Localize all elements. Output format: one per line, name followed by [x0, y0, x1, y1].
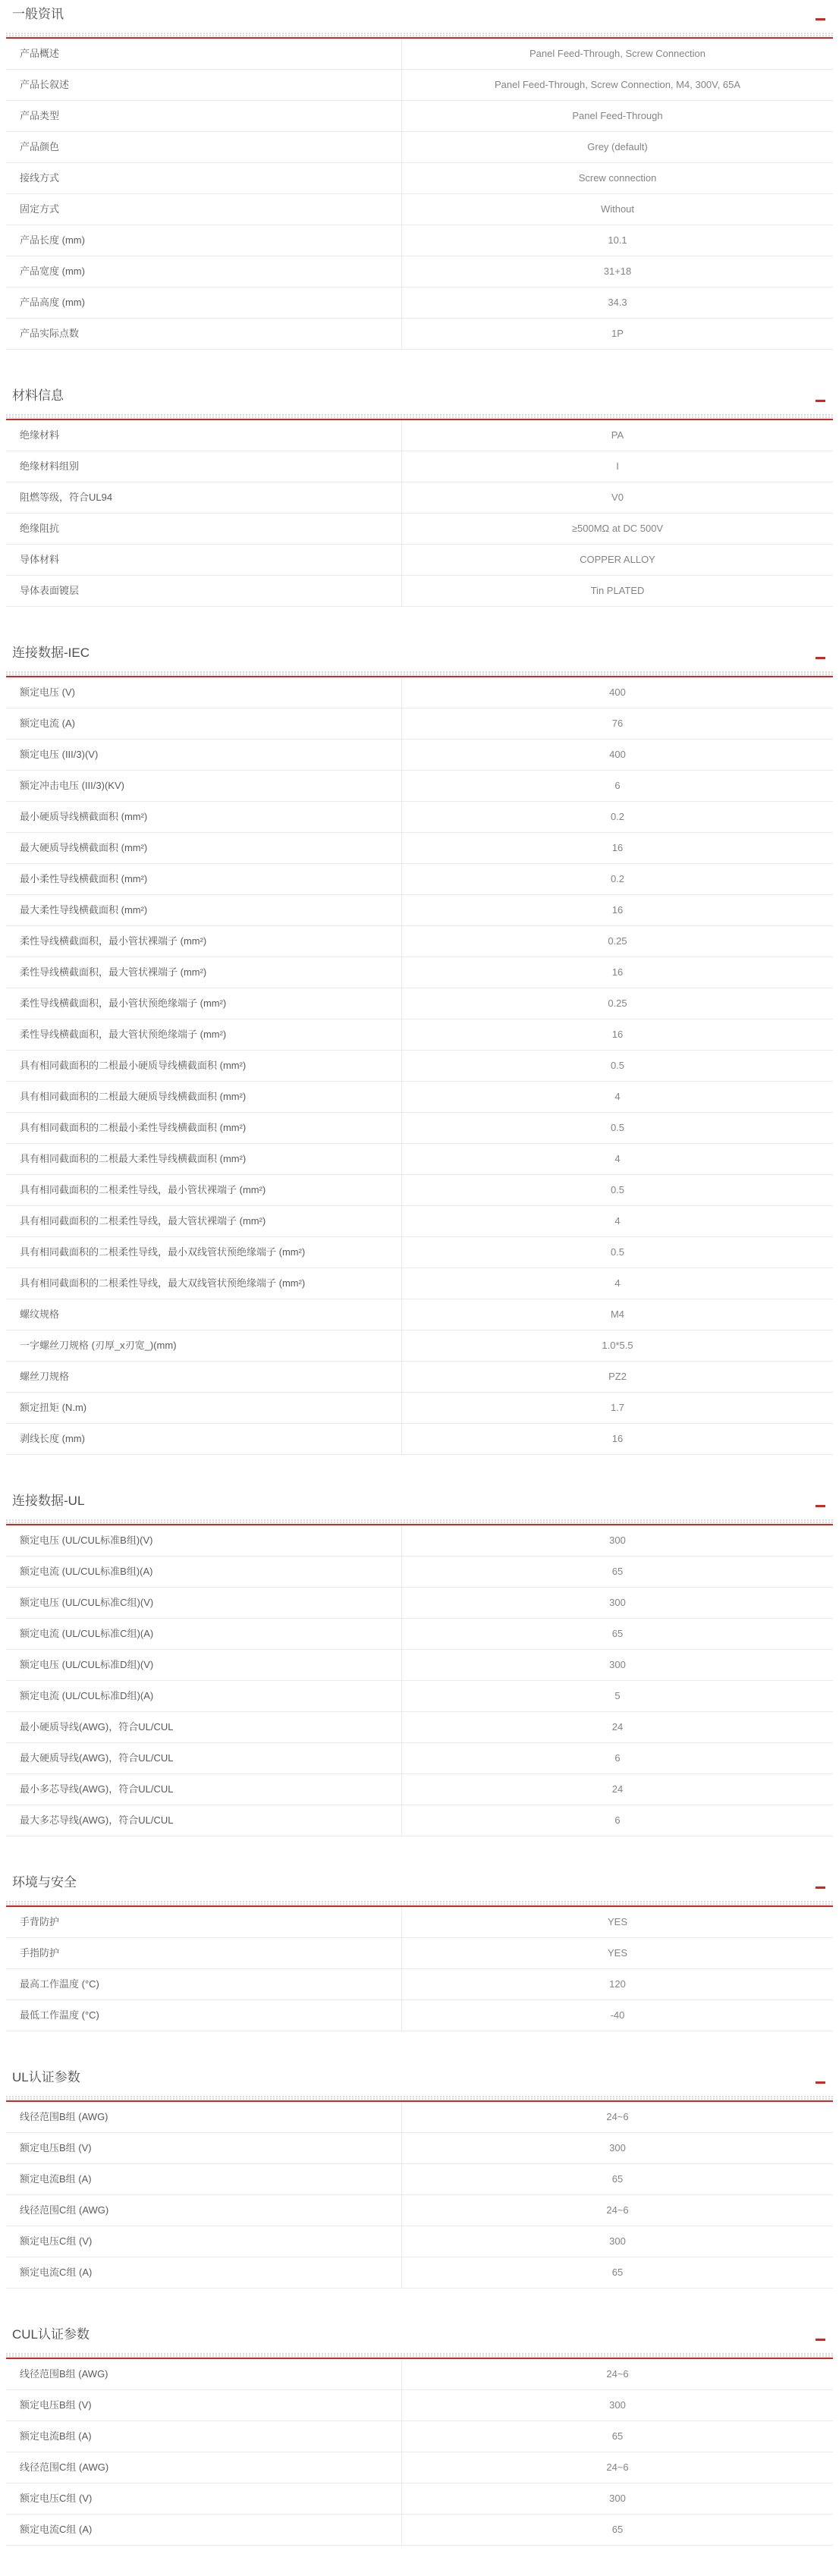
row-label: 最大柔性导线横截面积 (mm²) [6, 895, 402, 925]
section-title: 环境与安全 [12, 1875, 77, 1890]
section-header [12, 6, 825, 23]
row-value: 24~6 [606, 2368, 629, 2380]
table-row [6, 514, 833, 545]
row-value: M4 [610, 1308, 625, 1320]
row-label: 具有相同截面积的二根柔性导线，最小双线管状预绝缘端子 (mm²) [6, 1237, 402, 1268]
table-row [6, 2515, 833, 2546]
row-label: 具有相同截面积的二根柔性导线，最大管状裸端子 (mm²) [6, 1206, 402, 1236]
row-value: 300 [609, 1659, 626, 1670]
table-row [6, 1774, 833, 1805]
row-value: PZ2 [608, 1371, 627, 1382]
row-value: 65 [611, 1566, 624, 1577]
row-value: 16 [611, 966, 624, 978]
row-label: 产品宽度 (mm) [6, 256, 402, 287]
minus-icon [815, 657, 825, 659]
row-label: 手背防护 [6, 1907, 402, 1937]
row-value: 400 [609, 686, 626, 698]
row-value: 0.25 [608, 997, 627, 1009]
table-row [6, 988, 833, 1019]
row-value: 300 [609, 2142, 626, 2153]
row-value: 24~6 [606, 2111, 629, 2122]
row-label: 柔性导线横截面积，最小管状预绝缘端子 (mm²) [6, 988, 402, 1019]
row-label: 额定电压 (UL/CUL标准B组)(V) [6, 1525, 402, 1556]
table-row [6, 1206, 833, 1237]
row-label: 接线方式 [6, 163, 402, 193]
row-value: 76 [611, 718, 624, 729]
row-label: 额定电压 (III/3)(V) [6, 740, 402, 770]
table-row [6, 1805, 833, 1836]
row-value: Tin PLATED [590, 585, 645, 596]
section-environment-safety [6, 1874, 833, 2031]
table-row [6, 864, 833, 895]
row-label: 产品实际点数 [6, 319, 402, 349]
row-label: 额定电压 (UL/CUL标准C组)(V) [6, 1588, 402, 1618]
section-connection-data-iec [6, 645, 833, 1455]
row-value: Panel Feed-Through, Screw Connection [529, 48, 705, 59]
section-header [12, 1874, 825, 1891]
section-cul-certification [6, 2326, 833, 2546]
table-row [6, 1051, 833, 1082]
table-row [6, 2359, 833, 2390]
row-value: 4 [614, 1215, 621, 1227]
row-value: 34.3 [608, 297, 627, 308]
table-row [6, 895, 833, 926]
row-value: Panel Feed-Through, Screw Connection, M4, 300V, 65A [495, 79, 740, 90]
table-row [6, 1588, 833, 1619]
table-row [6, 1938, 833, 1969]
row-value: Screw connection [578, 172, 657, 184]
row-value: ≥500MΩ at DC 500V [571, 523, 664, 534]
row-value: 65 [611, 2430, 624, 2442]
row-label: 额定电流C组 (A) [6, 2257, 402, 2288]
row-label: 最小硬质导线横截面积 (mm²) [6, 802, 402, 832]
collapse-button[interactable] [815, 399, 825, 402]
row-value: 120 [609, 1978, 626, 1990]
row-label: 线径范围C组 (AWG) [6, 2195, 402, 2226]
row-value: 4 [614, 1277, 621, 1289]
dotted-rule [6, 2096, 833, 2097]
row-label: 额定电压B组 (V) [6, 2390, 402, 2420]
row-value: 16 [611, 904, 624, 916]
row-label: 额定电压C组 (V) [6, 2483, 402, 2514]
spec-table [6, 420, 833, 607]
dotted-rule [6, 414, 833, 416]
row-value: 6 [614, 780, 621, 791]
row-label: 额定电流B组 (A) [6, 2164, 402, 2194]
row-value: 0.5 [610, 1122, 625, 1133]
table-row [6, 132, 833, 163]
table-row [6, 319, 833, 350]
row-label: 最小硬质导线(AWG)，符合UL/CUL [6, 1712, 402, 1742]
table-row [6, 1237, 833, 1268]
spec-table [6, 2359, 833, 2546]
section-connection-data-ul [6, 1493, 833, 1836]
row-value: 300 [609, 1597, 626, 1608]
minus-icon [815, 1505, 825, 1507]
spec-table [6, 39, 833, 350]
row-value: 1P [611, 328, 624, 339]
table-row [6, 926, 833, 957]
section-header [12, 388, 825, 404]
row-label: 产品概述 [6, 39, 402, 69]
dotted-rule [6, 1522, 833, 1523]
row-label: 额定电流B组 (A) [6, 2421, 402, 2452]
row-value: 0.25 [608, 935, 627, 947]
row-label: 额定冲击电压 (III/3)(KV) [6, 771, 402, 801]
section-material-info [6, 388, 833, 607]
table-row [6, 677, 833, 708]
table-row [6, 1557, 833, 1588]
row-label: 螺纹规格 [6, 1299, 402, 1330]
row-label: 剥线长度 (mm) [6, 1424, 402, 1454]
spec-table [6, 1907, 833, 2031]
row-value: 300 [609, 2235, 626, 2247]
table-row [6, 101, 833, 132]
table-row [6, 1743, 833, 1774]
row-label: 具有相同截面积的二根柔性导线，最小管状裸端子 (mm²) [6, 1175, 402, 1205]
row-value: 16 [611, 1029, 624, 1040]
row-value: 6 [614, 1814, 621, 1826]
table-row [6, 2133, 833, 2164]
row-value: 0.5 [610, 1060, 625, 1071]
row-label: 具有相同截面积的二根柔性导线，最大双线管状预绝缘端子 (mm²) [6, 1268, 402, 1299]
dotted-rule [6, 416, 833, 418]
row-value: 400 [609, 749, 626, 760]
row-label: 产品颜色 [6, 132, 402, 162]
section-general-info [6, 6, 833, 350]
section-divider [6, 1519, 833, 1525]
section-divider [6, 2096, 833, 2102]
row-label: 额定电流 (UL/CUL标准B组)(A) [6, 1557, 402, 1587]
table-row [6, 1619, 833, 1650]
row-value: 24 [611, 1783, 624, 1795]
row-label: 额定电流 (UL/CUL标准D组)(A) [6, 1681, 402, 1711]
table-row [6, 482, 833, 514]
row-label: 柔性导线横截面积，最小管状裸端子 (mm²) [6, 926, 402, 957]
row-value: 5 [614, 1690, 621, 1701]
row-label: 最大硬质导线横截面积 (mm²) [6, 833, 402, 863]
table-row [6, 833, 833, 864]
table-row [6, 545, 833, 576]
table-row [6, 1681, 833, 1712]
row-label: 柔性导线横截面积，最大管状裸端子 (mm²) [6, 957, 402, 988]
row-value: YES [607, 1916, 627, 1927]
table-row [6, 1650, 833, 1681]
row-value: V0 [611, 492, 624, 503]
table-row [6, 1330, 833, 1362]
row-label: 最低工作温度 (°C) [6, 2000, 402, 2031]
row-label: 具有相同截面积的二根最大硬质导线横截面积 (mm²) [6, 1082, 402, 1112]
row-value: 300 [609, 2493, 626, 2504]
table-row [6, 1019, 833, 1051]
row-label: 具有相同截面积的二根最小硬质导线横截面积 (mm²) [6, 1051, 402, 1081]
row-value: 0.5 [610, 1184, 625, 1195]
table-row [6, 2164, 833, 2195]
row-label: 螺丝刀规格 [6, 1362, 402, 1392]
row-value: 1.7 [610, 1402, 625, 1413]
row-label: 手指防护 [6, 1938, 402, 1968]
table-row [6, 1362, 833, 1393]
row-label: 最小柔性导线横截面积 (mm²) [6, 864, 402, 894]
row-value: Without [600, 203, 635, 215]
dotted-rule [6, 671, 833, 673]
row-value: 0.2 [610, 811, 625, 822]
row-value: 16 [611, 1433, 624, 1444]
table-row [6, 70, 833, 101]
row-label: 产品高度 (mm) [6, 287, 402, 318]
row-label: 最高工作温度 (°C) [6, 1969, 402, 2000]
section-header [12, 2069, 825, 2086]
row-value: 4 [614, 1091, 621, 1102]
row-label: 具有相同截面积的二根最大柔性导线横截面积 (mm²) [6, 1144, 402, 1174]
table-row [6, 576, 833, 607]
row-value: 4 [614, 1153, 621, 1164]
section-header [12, 1493, 825, 1509]
row-value: 24 [611, 1721, 624, 1733]
row-label: 柔性导线横截面积，最大管状预绝缘端子 (mm²) [6, 1019, 402, 1050]
dotted-rule [6, 1903, 833, 1905]
table-row [6, 2195, 833, 2226]
row-value: 65 [611, 1628, 624, 1639]
row-value: 0.2 [610, 873, 625, 884]
row-label: 额定电流 (A) [6, 708, 402, 739]
table-row [6, 2226, 833, 2257]
minus-icon [815, 2339, 825, 2341]
collapse-button[interactable] [815, 656, 825, 659]
row-value: 300 [609, 2399, 626, 2411]
table-row [6, 1113, 833, 1144]
table-row [6, 1712, 833, 1743]
table-row [6, 420, 833, 451]
row-label: 线径范围B组 (AWG) [6, 2359, 402, 2389]
table-row [6, 39, 833, 70]
spec-table [6, 1525, 833, 1836]
row-label: 额定电流C组 (A) [6, 2515, 402, 2545]
section-divider [6, 671, 833, 677]
row-label: 产品长叙述 [6, 70, 402, 100]
row-label: 绝缘材料 [6, 420, 402, 451]
table-row [6, 1175, 833, 1206]
table-row [6, 1907, 833, 1938]
row-value: I [616, 460, 619, 472]
dotted-rule [6, 1519, 833, 1521]
row-value: 6 [614, 1752, 621, 1764]
row-label: 最大多芯导线(AWG)，符合UL/CUL [6, 1805, 402, 1836]
dotted-rule [6, 2098, 833, 2100]
section-title: 一般资讯 [12, 7, 64, 21]
section-divider [6, 414, 833, 420]
row-label: 产品长度 (mm) [6, 225, 402, 256]
row-value: 65 [611, 2524, 624, 2535]
table-row [6, 1969, 833, 2000]
section-title: 材料信息 [12, 388, 64, 403]
table-row [6, 708, 833, 740]
row-label: 绝缘阻抗 [6, 514, 402, 544]
row-label: 导体表面镀层 [6, 576, 402, 606]
section-divider [6, 2353, 833, 2359]
section-divider [6, 1901, 833, 1907]
row-value: -40 [610, 2009, 625, 2021]
table-row [6, 1393, 833, 1424]
table-row [6, 2390, 833, 2421]
row-label: 额定电压C组 (V) [6, 2226, 402, 2257]
section-title: CUL认证参数 [12, 2327, 90, 2342]
dotted-rule [6, 2355, 833, 2357]
row-label: 额定电压 (UL/CUL标准D组)(V) [6, 1650, 402, 1680]
table-row [6, 771, 833, 802]
table-row [6, 1525, 833, 1557]
row-label: 额定电压B组 (V) [6, 2133, 402, 2163]
row-label: 具有相同截面积的二根最小柔性导线横截面积 (mm²) [6, 1113, 402, 1143]
row-value: Panel Feed-Through [572, 110, 663, 121]
table-row [6, 256, 833, 287]
row-label: 线径范围B组 (AWG) [6, 2102, 402, 2132]
dotted-rule [6, 33, 833, 34]
row-label: 线径范围C组 (AWG) [6, 2452, 402, 2483]
row-label: 额定电压 (V) [6, 677, 402, 708]
section-title: UL认证参数 [12, 2070, 80, 2084]
row-value: YES [607, 1947, 627, 1959]
table-row [6, 2000, 833, 2031]
table-row [6, 451, 833, 482]
row-label: 最大硬质导线(AWG)，符合UL/CUL [6, 1743, 402, 1773]
row-label: 导体材料 [6, 545, 402, 575]
minus-icon [815, 2081, 825, 2084]
table-row [6, 740, 833, 771]
row-value: 1.0*5.5 [602, 1340, 633, 1351]
row-label: 阻燃等级，符合UL94 [6, 482, 402, 513]
row-value: 10.1 [608, 234, 627, 246]
section-header [12, 2326, 825, 2343]
table-row [6, 2452, 833, 2483]
table-row [6, 802, 833, 833]
dotted-rule [6, 2353, 833, 2355]
collapse-button[interactable] [815, 2338, 825, 2341]
dotted-rule [6, 35, 833, 36]
row-value: 0.5 [610, 1246, 625, 1258]
table-row [6, 2102, 833, 2133]
row-value: 16 [611, 842, 624, 853]
table-row [6, 1082, 833, 1113]
spec-table [6, 677, 833, 1455]
collapse-button[interactable] [815, 17, 825, 20]
row-value: Grey (default) [587, 141, 648, 152]
collapse-button[interactable] [815, 2081, 825, 2084]
table-row [6, 194, 833, 225]
table-row [6, 163, 833, 194]
row-label: 一字螺丝刀规格 (刃厚_x刃宽_)(mm) [6, 1330, 402, 1361]
table-row [6, 287, 833, 319]
section-title: 连接数据-UL [12, 1494, 85, 1508]
table-row [6, 1424, 833, 1455]
row-value: PA [611, 429, 624, 441]
collapse-button[interactable] [815, 1886, 825, 1889]
minus-icon [815, 18, 825, 20]
row-label: 最小多芯导线(AWG)，符合UL/CUL [6, 1774, 402, 1805]
table-row [6, 2257, 833, 2289]
spec-table [6, 2102, 833, 2289]
row-label: 额定电流 (UL/CUL标准C组)(A) [6, 1619, 402, 1649]
table-row [6, 2483, 833, 2515]
row-value: 65 [611, 2267, 624, 2278]
row-value: 300 [609, 1535, 626, 1546]
row-value: 31+18 [603, 265, 632, 277]
section-divider [6, 33, 833, 39]
dotted-rule [6, 674, 833, 675]
section-header [12, 645, 825, 661]
dotted-rule [6, 1901, 833, 1902]
row-value: COPPER ALLOY [580, 554, 655, 565]
table-row [6, 957, 833, 988]
row-label: 额定扭矩 (N.m) [6, 1393, 402, 1423]
row-value: 65 [611, 2173, 624, 2185]
collapse-button[interactable] [815, 1504, 825, 1507]
minus-icon [815, 1886, 825, 1889]
row-value: 24~6 [606, 2461, 629, 2473]
row-label: 绝缘材料组别 [6, 451, 402, 482]
table-row [6, 1144, 833, 1175]
table-row [6, 1268, 833, 1299]
table-row [6, 1299, 833, 1330]
table-row [6, 2421, 833, 2452]
table-row [6, 225, 833, 256]
section-title: 连接数据-IEC [12, 646, 90, 660]
row-label: 固定方式 [6, 194, 402, 225]
row-value: 24~6 [606, 2204, 629, 2216]
section-ul-certification [6, 2069, 833, 2289]
row-label: 产品类型 [6, 101, 402, 131]
minus-icon [815, 400, 825, 402]
